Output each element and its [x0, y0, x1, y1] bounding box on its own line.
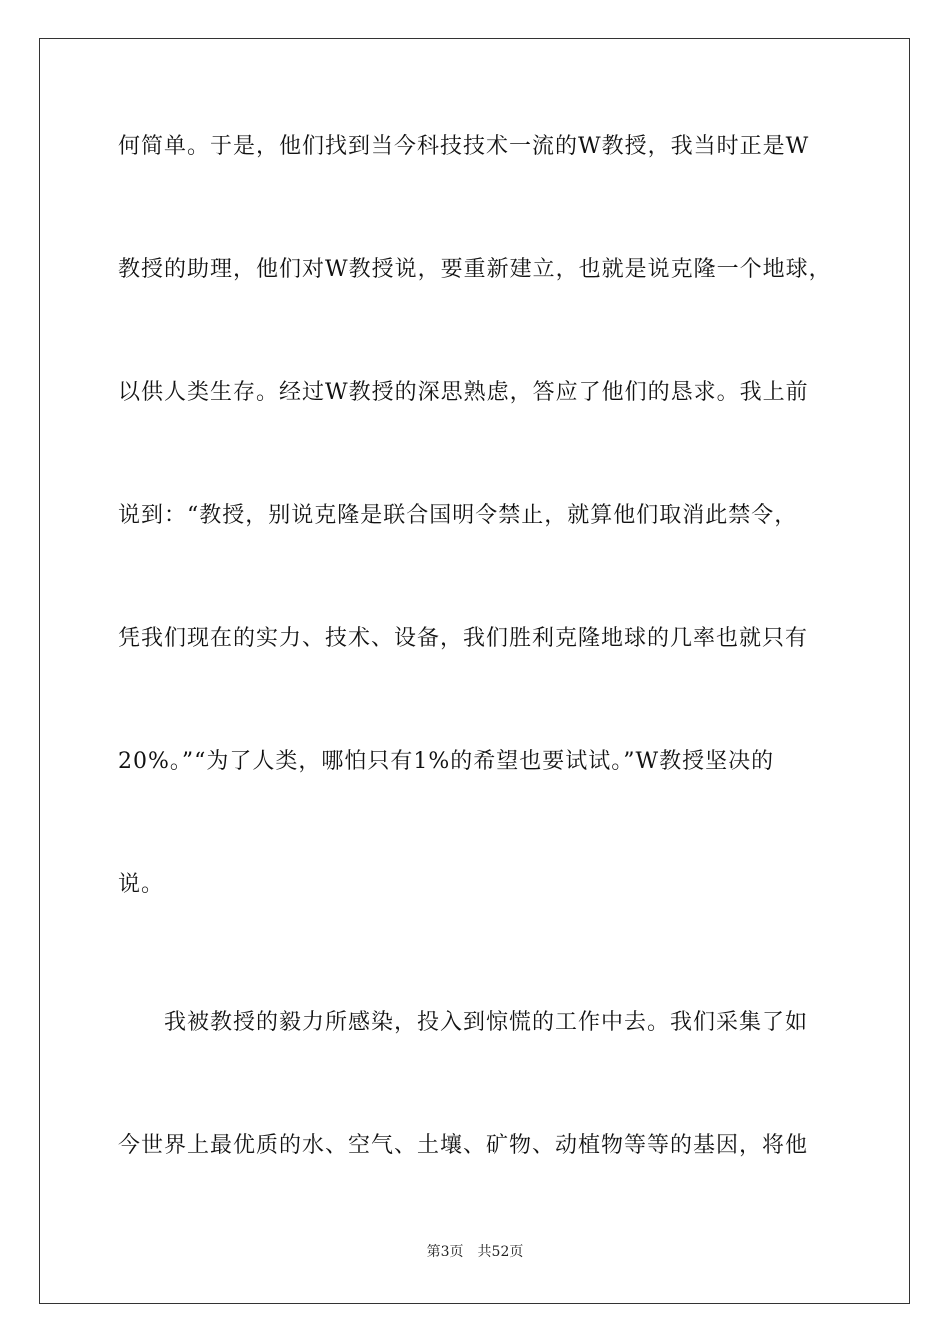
text-line: 何简单。于是，他们找到当今科技技术一流的W教授，我当时正是W [118, 134, 810, 159]
text-line: 20%。”“为了人类，哪怕只有1%的希望也要试试。”W教授坚决的 [118, 749, 775, 774]
text-line: 说到：“教授，别说克隆是联合国明令禁止，就算他们取消此禁令， [118, 503, 798, 528]
text-line: 教授的助理，他们对W教授说，要重新建立，也就是说克隆一个地球， [118, 257, 832, 282]
text-line: 凭我们现在的实力、技术、设备，我们胜利克隆地球的几率也就只有 [118, 626, 809, 651]
page-number: 第3页 [426, 1244, 464, 1260]
text-line: 说。 [118, 872, 165, 897]
text-line: 我被教授的毅力所感染，投入到惊慌的工作中去。我们采集了如 [118, 1010, 809, 1035]
page-border [39, 38, 910, 1304]
text-line: 今世界上最优质的水、空气、土壤、矿物、动植物等等的基因，将他 [118, 1133, 809, 1158]
text-line: 以供人类生存。经过W教授的深思熟虑，答应了他们的恳求。我上前 [118, 380, 809, 405]
page-total: 共52页 [477, 1244, 524, 1260]
page-footer [0, 1242, 950, 1262]
